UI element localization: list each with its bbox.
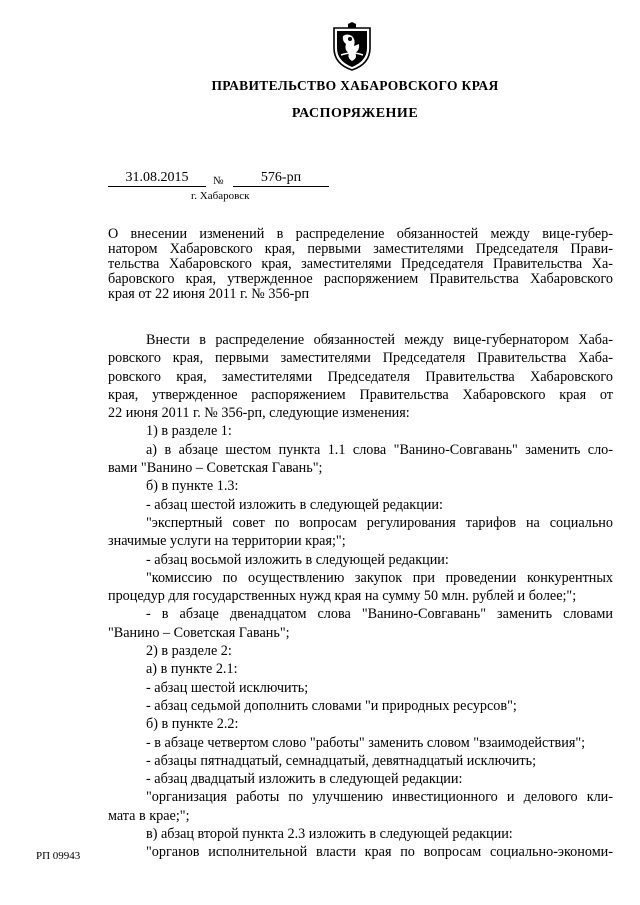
subject-line: баровского края, утвержденное распоряжением Правительства Хабаровского [108, 271, 613, 287]
body-line: - абзац шестой изложить в следующей редакции: [146, 496, 443, 513]
body-line: а) в абзаце шестом пункта 1.1 слова "Ванино-Совгавань" заменить сло- [146, 441, 613, 458]
body-line: процедур для государственных нужд края на сумму 50 млн. рублей и более;"; [108, 588, 577, 605]
body-line: - абзац восьмой изложить в следующей редакции: [146, 551, 449, 568]
body-line: б) в пункте 2.2: [146, 716, 239, 733]
subject-line: тельства Хабаровского края, заместителями Председателя Правительства Ха- [108, 256, 613, 272]
body-line: ровского края, заместителями Председателя Правительства Хабаровского [108, 368, 613, 385]
body-line: 2) в разделе 2: [146, 643, 232, 660]
document-body [108, 331, 613, 862]
subject-line: О внесении изменений в распределение обязанностей между вице-губер- [108, 226, 613, 242]
body-line: значимые услуги на территории края;"; [108, 533, 346, 550]
city-label: г. Хабаровск [191, 190, 250, 202]
subject-line: натором Хабаровского края, первыми заместителями Председателя Прави- [108, 241, 613, 257]
body-line: "экспертный совет по вопросам регулирования тарифов на социально [146, 514, 613, 531]
body-line: ровского края, первыми заместителями Председателя Правительства Хаба- [108, 350, 613, 367]
document-date: 31.08.2015 [108, 170, 206, 187]
body-line: вами "Ванино – Советская Гавань"; [108, 460, 323, 477]
body-line: 22 июня 2011 г. № 356-рп, следующие изменения: [108, 405, 410, 422]
document-code: РП 09943 [36, 850, 81, 862]
body-line: б) в пункте 1.3: [146, 478, 239, 495]
body-line: "Ванино – Советская Гавань"; [108, 624, 290, 641]
government-title: ПРАВИТЕЛЬСТВО ХАБАРОВСКОГО КРАЯ [211, 78, 499, 93]
coat-of-arms-emblem [330, 22, 374, 72]
body-line: - абзац двадцатый изложить в следующей редакции: [146, 771, 463, 788]
document-subject [108, 227, 613, 302]
number-sign: № [213, 175, 224, 187]
body-line: "органов исполнительной власти края по вопросам социально-экономи- [146, 844, 613, 861]
body-line: мата в крае;"; [108, 807, 190, 824]
body-line: - абзацы пятнадцатый, семнадцатый, девятнадцатый исключить; [146, 752, 537, 769]
body-line: Внести в распределение обязанностей между вице-губернатором Хаба- [146, 332, 613, 348]
subject-line: края от 22 июня 2011 г. № 356-рп [108, 286, 310, 302]
body-line: в) абзац второй пункта 2.3 изложить в следующей редакции: [146, 826, 513, 843]
body-line: "комиссию по осуществлению закупок при проведении конкурентных [146, 569, 613, 586]
body-line: - абзац шестой исключить; [146, 679, 309, 696]
body-line: - абзац седьмой дополнить словами "и природных ресурсов"; [146, 697, 517, 714]
body-line: 1) в разделе 1: [146, 423, 232, 440]
document-number: 576-рп [233, 170, 329, 187]
body-line: а) в пункте 2.1: [146, 661, 238, 678]
body-line: "организация работы по улучшению инвестиционного и делового кли- [146, 789, 613, 806]
body-line: края, утвержденное распоряжением Правительства Хабаровского края от [108, 386, 613, 403]
body-line: - в абзаце четвертом слово "работы" заменить словом "взаимодействия"; [146, 734, 586, 751]
document-type: РАСПОРЯЖЕНИЕ [291, 106, 419, 121]
body-line: - в абзаце двенадцатом слова "Ванино-Совгавань" заменить словами [146, 606, 613, 623]
